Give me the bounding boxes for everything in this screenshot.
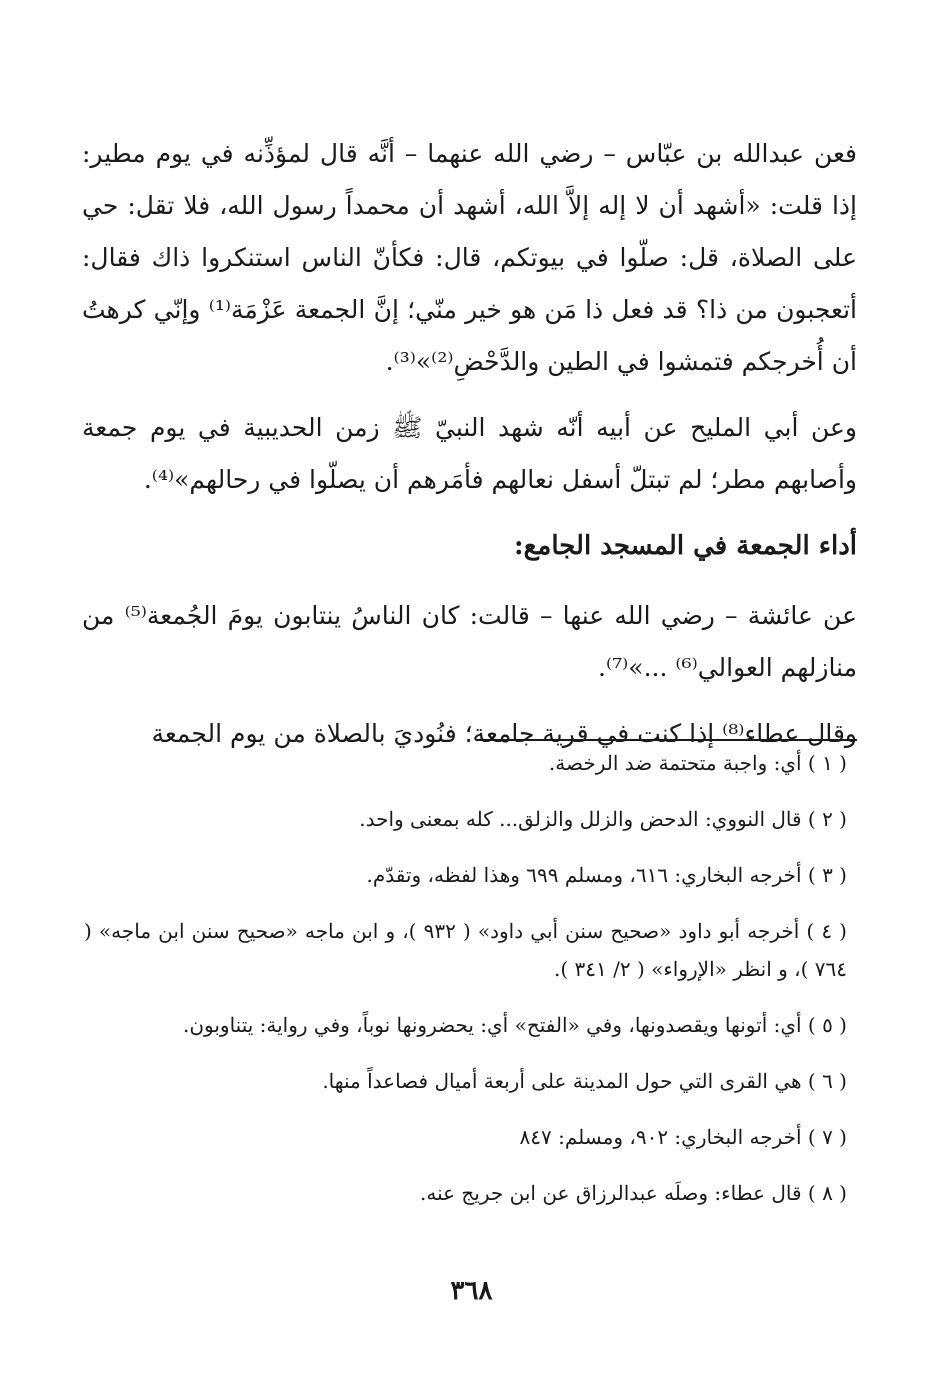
section-heading: أداء الجمعة في المسجد الجامع:: [513, 531, 857, 561]
main-text: [82, 128, 857, 774]
footnote-1: ( ١ ) أي: واجبة متحتمة ضد الرخصة.: [548, 751, 847, 775]
footnote-2: ( ٢ ) قال النووي: الدحض والزلل والزلق... كله بمعنى واحد.: [359, 807, 847, 831]
footnote-7: ( ٧ ) أخرجه البخاري: ٩٠٢، ومسلم: ٨٤٧: [519, 1125, 847, 1149]
footnote-separator: [477, 739, 857, 741]
page-number: ٣٦٨: [450, 1276, 493, 1306]
footnote-3: ( ٣ ) أخرجه البخاري: ٦١٦، ومسلم ٦٩٩ وهذا لفظه، وتقدّم.: [366, 863, 847, 887]
paragraph-ata: وقال عطاء⁽⁸⁾ إذا كنت في قرية جامعة؛ فنُوديَ بالصلاة من يوم الجمعة: [151, 719, 857, 748]
footnote-8: ( ٨ ) قال عطاء: وصلَه عبدالرزاق عن ابن جريج عنه.: [419, 1181, 847, 1205]
footnote-4: ( ٤ ) أخرجه أبو داود «صحيح سنن أبي داود» ( ٩٣٢ )، و ابن ماجه «صحيح سنن ابن ماجه» ( ٧٦٤ )، و انظر «الإرواء» ( ٢/ ٣٤١ ).: [84, 919, 847, 981]
paragraph-abi-al-malih: وعن أبي المليح عن أبيه أنّه شهد النبيّ ﷺ زمن الحديبية في يوم جمعة وأصابهم مطر؛ لم تبتلّ أسفل نعالهم فأمَرهم أن يصلّوا في رحالهم»⁽⁴⁾.: [82, 413, 857, 494]
footnote-5: ( ٥ ) أي: أتونها ويقصدونها، وفي «الفتح» أي: يحضرونها نوباً، وفي رواية: يتناوبون.: [182, 1013, 847, 1037]
footnote-6: ( ٦ ) هي القرى التي حول المدينة على أربعة أميال فصاعداً منها.: [322, 1069, 847, 1093]
paragraph-aisha: عن عائشة – رضي الله عنها – قالت: كان الناسُ ينتابون يومَ الجُمعة⁽⁵⁾ من منازلهم العوالي⁽⁶⁾ ...»⁽⁷⁾.: [82, 601, 857, 682]
paragraph-ibn-abbas: فعن عبدالله بن عبّاس – رضي الله عنهما – أنَّه قال لمؤذِّنه في يوم مطير: إذا قلت: «أشهد أن لا إله إلاَّ الله، أشهد أن محمداً رسول الله، فلا تقل: حي على الصلاة، قل: صلّوا في بيوتكم، قال: فكأنّ الناس استنكروا ذاك فقال: أتعجبون من ذا؟ قد فعل ذا مَن هو خير منّي؛ إنَّ الجمعة عَزْمَة⁽¹⁾ وإنّي كرهتُ أن أُخرجكم فتمشوا في الطين والدَّحْضِ⁽²⁾»⁽³⁾.: [82, 139, 857, 376]
footnotes: [84, 744, 847, 1230]
